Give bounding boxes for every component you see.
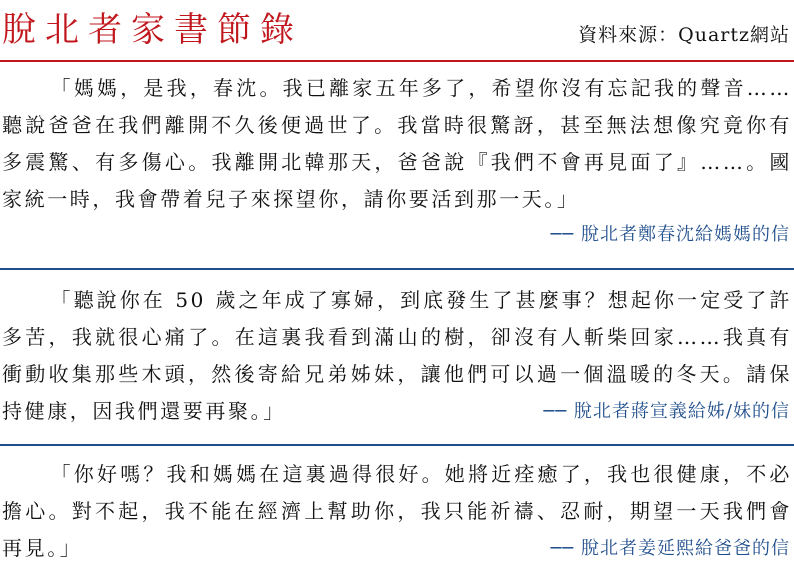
letter-2 (0, 282, 794, 430)
letter-1-signature: ── 脫北者鄭春沈給媽媽的信 (550, 224, 790, 245)
letter-3-body: 「你好嗎？我和媽媽在這裏過得很好。她將近痊癒了，我也很健康，不必擔心。對不起，我不能在經濟上幫助你，我只能祈禱、忍耐，期望一天我們會再見。」 (2, 462, 792, 560)
section-divider (0, 444, 794, 446)
letter-2-body: 「聽說你在 50 歲之年成了寡婦，到底發生了甚麼事？想起你一定受了許多苦，我就很心痛了。在這裏我看到滿山的樹，卻沒有人斬柴回家……我真有衝動收集那些木頭，然後寄給兄弟姊妹，讓他們可以過一個溫暖的冬天。請保持健康，因我們還要再聚。」 (2, 288, 792, 423)
letter-1 (0, 70, 794, 252)
letter-2-signature: ── 脫北者蔣宣義給姊/妹的信 (543, 401, 790, 422)
letter-3 (0, 456, 794, 567)
letter-1-body: 「媽媽，是我，春沈。我已離家五年多了，希望你沒有忘記我的聲音……聽說爸爸在我們離開不久後便過世了。我當時很驚訝，甚至無法想像究竟你有多震驚、有多傷心。我離開北韓那天，爸爸說『我們不會再見面了』……。國家統一時，我會帶着兒子來探望你，請你要活到那一天。」 (2, 76, 792, 211)
letter-3-signature: ── 脫北者姜延熙給爸爸的信 (550, 538, 790, 559)
page-title: 脫北者家書節錄 (2, 10, 303, 50)
section-divider (0, 268, 794, 270)
page-header (0, 0, 794, 62)
source-credit: 資料來源：Quartz網站 (578, 24, 790, 46)
